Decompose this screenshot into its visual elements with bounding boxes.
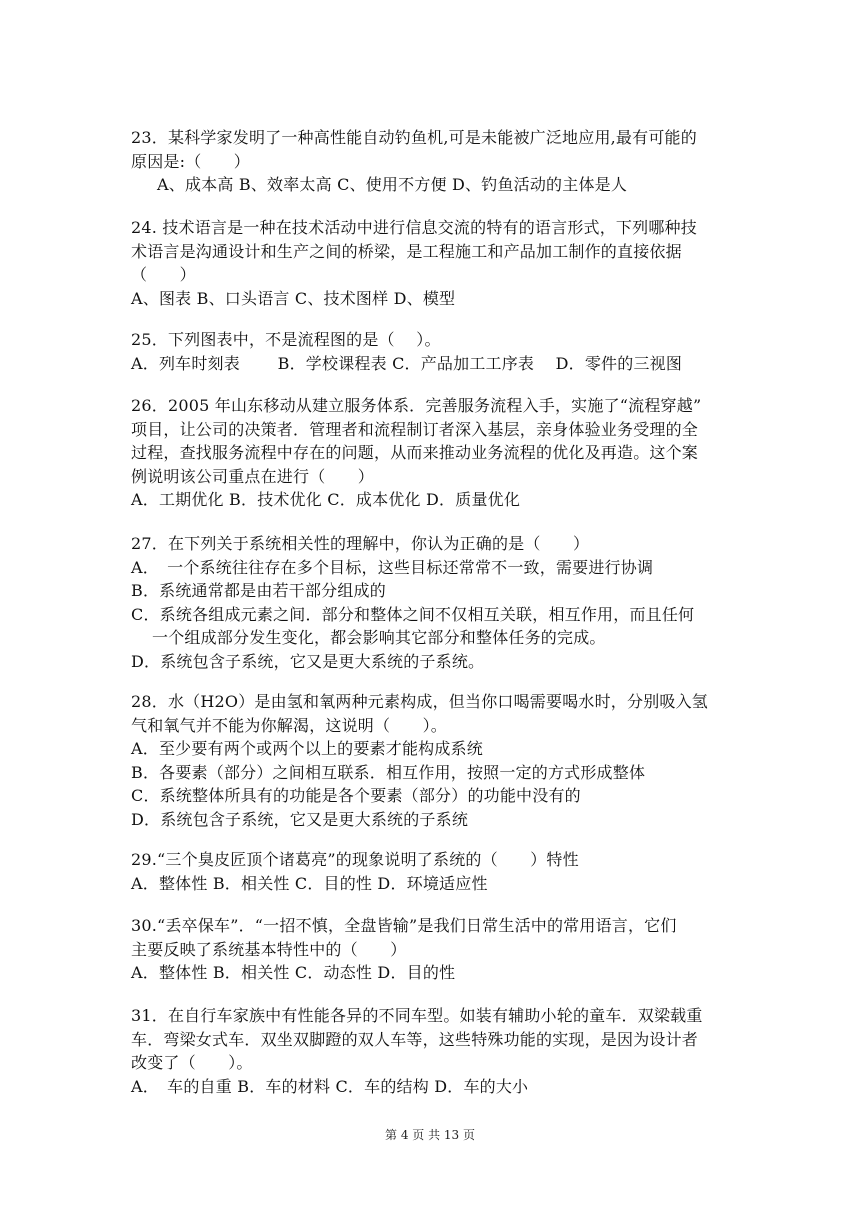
question-28 (131, 690, 731, 831)
answer-options: A、成本高 B、效率太高 C、使用不方便 D、钓鱼活动的主体是人 (157, 175, 628, 194)
question-text: 项目，让公司的决策者．管理者和流程制订者深入基层，亲身体验业务受理的全 (131, 419, 699, 439)
question-23 (131, 126, 731, 197)
question-text: 28．水（H2O）是由氢和氧两种元素构成，但当你口喝需要喝水时，分别吸入氢 (131, 692, 709, 711)
question-text: 车．弯梁女式车．双坐双脚蹬的双人车等，这些特殊功能的实现，是因为设计者 (131, 1029, 699, 1049)
answer-option-c: C．系统整体所具有的功能是各个要素（部分）的功能中没有的 (131, 786, 581, 805)
answer-options: A．工期优化 B．技术优化 C．成本优化 D．质量优化 (131, 490, 521, 509)
question-29 (131, 848, 731, 895)
answer-option-a: A．至少要有两个或两个以上的要素才能构成系统 (131, 739, 483, 758)
answer-options: A、图表 B、口头语言 C、技术图样 D、模型 (131, 288, 456, 308)
answer-option-d: D．系统包含子系统，它又是更大系统的子系统 (131, 809, 469, 829)
question-text: 气和氧气并不能为你解渴，这说明（ ）。 (131, 715, 448, 735)
answer-option-c: C．系统各组成元素之间．部分和整体之间不仅相互关联，相互作用，而且任何 (131, 604, 695, 624)
question-text: 术语言是沟通设计和生产之间的桥梁，是工程施工和产品加工制作的直接依据 (131, 241, 682, 261)
question-24 (131, 216, 731, 310)
question-text: 27．在下列关于系统相关性的理解中，你认为正确的是（ ） (131, 534, 590, 553)
page-number-footer: 第 4 页 共 13 页 (385, 1128, 475, 1142)
question-text: 过程，查找服务流程中存在的问题，从而来推动业务流程的优化及再造。这个案 (131, 443, 699, 462)
question-text: 26．2005 年山东移动从建立服务体系．完善服务流程入手，实施了“流程穿越” (131, 396, 702, 415)
answer-option-b: B．各要素（部分）之间相互联系．相互作用，按照一定的方式形成整体 (131, 762, 646, 782)
question-25 (131, 328, 731, 375)
question-27 (131, 532, 731, 673)
answer-options: A． 车的自重 B．车的材料 C．车的结构 D．车的大小 (131, 1076, 529, 1096)
question-text: 24. 技术语言是一种在技术活动中进行信息交流的特有的语言形式，下列哪种技 (131, 218, 697, 237)
answer-option-c-continued: 一个组成部分发生变化，都会影响其它部分和整体任务的完成。 (152, 628, 606, 647)
question-text: 例说明该公司重点在进行（ ） (131, 466, 375, 486)
question-31 (131, 1004, 731, 1098)
question-text: 25．下列图表中，不是流程图的是（ ）。 (131, 330, 441, 349)
question-text: 改变了（ ）。 (131, 1053, 253, 1072)
answer-options: A．整体性 B．相关性 C．动态性 D．目的性 (131, 963, 456, 982)
question-30 (131, 914, 731, 985)
question-text: 主要反映了系统基本特性中的（ ） (131, 939, 407, 959)
question-text: 30.“丢卒保车”．“一招不慎，全盘皆输”是我们日常生活中的常用语言，它们 (131, 916, 677, 935)
answer-options: A．列车时刻表 B．学校课程表 C．产品加工工序表 D．零件的三视图 (131, 353, 683, 373)
question-text: 31．在自行车家族中有性能各异的不同车型。如装有辅助小轮的童车．双梁载重 (131, 1006, 703, 1025)
question-26 (131, 394, 731, 512)
answer-option-a: A． 一个系统往往存在多个目标，这些目标还常常不一致，需要进行协调 (131, 557, 654, 577)
question-text: 原因是:（ ） (131, 151, 250, 171)
question-text: 23．某科学家发明了一种高性能自动钓鱼机,可是未能被广泛地应用,最有可能的 (131, 128, 697, 147)
answer-options: A．整体性 B．相关性 C．目的性 D．环境适应性 (131, 873, 488, 893)
question-text: （ ） (131, 265, 196, 284)
answer-option-d: D．系统包含子系统，它又是更大系统的子系统。 (131, 651, 485, 671)
answer-option-b: B．系统通常都是由若干部分组成的 (131, 581, 386, 600)
question-text: 29.“三个臭皮匠顶个诸葛亮”的现象说明了系统的（ ）特性 (131, 850, 579, 869)
